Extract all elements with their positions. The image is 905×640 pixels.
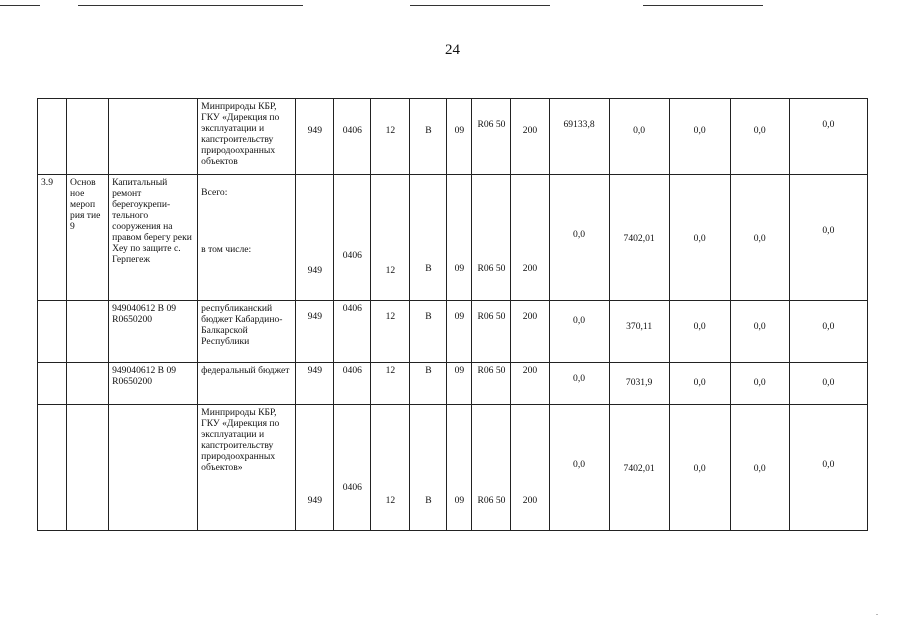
header-rule: [643, 5, 763, 6]
funding-source: Минприроды КБР, ГКУ «Дирекция по эксплуатации и капстроительству природоохранных объектов»: [198, 405, 296, 531]
year-3-value: 0,0: [669, 405, 730, 531]
grbs-code: 949: [296, 405, 334, 531]
year-2-value: 0,0: [609, 99, 669, 175]
grbs-code: 949: [296, 99, 334, 175]
cs-code-4: R06 50: [472, 301, 511, 363]
row-kind: Основ ное мероп рия тие 9: [67, 175, 109, 301]
year-4-value: 0,0: [730, 99, 789, 175]
vr-code: 200: [511, 175, 549, 301]
year-5-value: 0,0: [789, 405, 867, 531]
cs-code-1: 12: [371, 175, 410, 301]
year-1-value: 0,0: [549, 301, 609, 363]
grbs-code: 949: [296, 175, 334, 301]
rzpr-code: 0406: [334, 363, 371, 405]
source-total: Всего:: [201, 187, 228, 198]
cs-code-2: В: [410, 405, 447, 531]
cs-code-3: 09: [447, 363, 472, 405]
table-row: [38, 175, 868, 301]
year-5-value: 0,0: [789, 175, 867, 301]
year-1-value: 0,0: [549, 175, 609, 301]
vr-code: 200: [511, 363, 549, 405]
page-number: 24: [445, 42, 460, 58]
year-4-value: 0,0: [730, 363, 789, 405]
scan-dot: .: [876, 608, 878, 617]
year-3-value: 0,0: [669, 363, 730, 405]
cs-code-3: 09: [447, 405, 472, 531]
cs-code-1: 12: [371, 363, 410, 405]
row-kind: [67, 301, 109, 363]
year-4-value: 0,0: [730, 405, 789, 531]
cs-code-3: 09: [447, 301, 472, 363]
cs-code-3: 09: [447, 175, 472, 301]
funding-source: Минприроды КБР, ГКУ «Дирекция по эксплуатации и капстроительству природоохранных объектов: [198, 99, 296, 175]
rzpr-code: 0406: [334, 175, 371, 301]
year-1-value: 0,0: [549, 405, 609, 531]
funding-source: федеральный бюджет: [198, 363, 296, 405]
year-1-value: 0,0: [549, 363, 609, 405]
budget-table: [37, 98, 868, 531]
table-row: [38, 405, 868, 531]
header-rule: [0, 5, 40, 6]
rzpr-code: 0406: [334, 99, 371, 175]
row-number: [38, 405, 67, 531]
vr-code: 200: [511, 99, 549, 175]
row-kind: [67, 405, 109, 531]
year-3-value: 0,0: [669, 175, 730, 301]
cs-code-1: 12: [371, 405, 410, 531]
row-name: [109, 405, 198, 531]
cs-code-2: В: [410, 175, 447, 301]
cs-code-2: В: [410, 363, 447, 405]
rzpr-code: 0406: [334, 405, 371, 531]
year-1-value: 69133,8: [549, 99, 609, 175]
cs-code-2: В: [410, 301, 447, 363]
row-name: [109, 99, 198, 175]
table-row: [38, 301, 868, 363]
row-number: [38, 99, 67, 175]
year-5-value: 0,0: [789, 99, 867, 175]
year-3-value: 0,0: [669, 301, 730, 363]
row-number: [38, 363, 67, 405]
funding-source: [198, 175, 296, 301]
row-number: 3.9: [38, 175, 67, 301]
year-3-value: 0,0: [669, 99, 730, 175]
cs-code-2: В: [410, 99, 447, 175]
year-2-value: 7402,01: [609, 405, 669, 531]
cs-code-4: R06 50: [472, 175, 511, 301]
row-number: [38, 301, 67, 363]
cs-code-1: 12: [371, 99, 410, 175]
row-name: 949040612 В 09 R0650200: [109, 301, 198, 363]
grbs-code: 949: [296, 363, 334, 405]
cs-code-4: R06 50: [472, 99, 511, 175]
year-2-value: 370,11: [609, 301, 669, 363]
cs-code-1: 12: [371, 301, 410, 363]
cs-code-4: R06 50: [472, 405, 511, 531]
cs-code-4: R06 50: [472, 363, 511, 405]
year-4-value: 0,0: [730, 175, 789, 301]
vr-code: 200: [511, 405, 549, 531]
row-kind: [67, 99, 109, 175]
source-including: в том числе:: [201, 244, 252, 255]
rzpr-code: 0406: [334, 301, 371, 363]
year-5-value: 0,0: [789, 363, 867, 405]
funding-source: республиканский бюджет Кабардино-Балкарской Республики: [198, 301, 296, 363]
grbs-code: 949: [296, 301, 334, 363]
header-rule: [410, 5, 550, 6]
year-2-value: 7402,01: [609, 175, 669, 301]
row-kind: [67, 363, 109, 405]
row-name: Капитальный ремонт берегоукрепи-тельного сооружения на правом берегу реки Хеу по защите с. Герпегеж: [109, 175, 198, 301]
header-rule: [78, 5, 303, 6]
vr-code: 200: [511, 301, 549, 363]
year-2-value: 7031,9: [609, 363, 669, 405]
table-row: [38, 99, 868, 175]
year-4-value: 0,0: [730, 301, 789, 363]
table-row: [38, 363, 868, 405]
row-name: 949040612 В 09 R0650200: [109, 363, 198, 405]
cs-code-3: 09: [447, 99, 472, 175]
year-5-value: 0,0: [789, 301, 867, 363]
